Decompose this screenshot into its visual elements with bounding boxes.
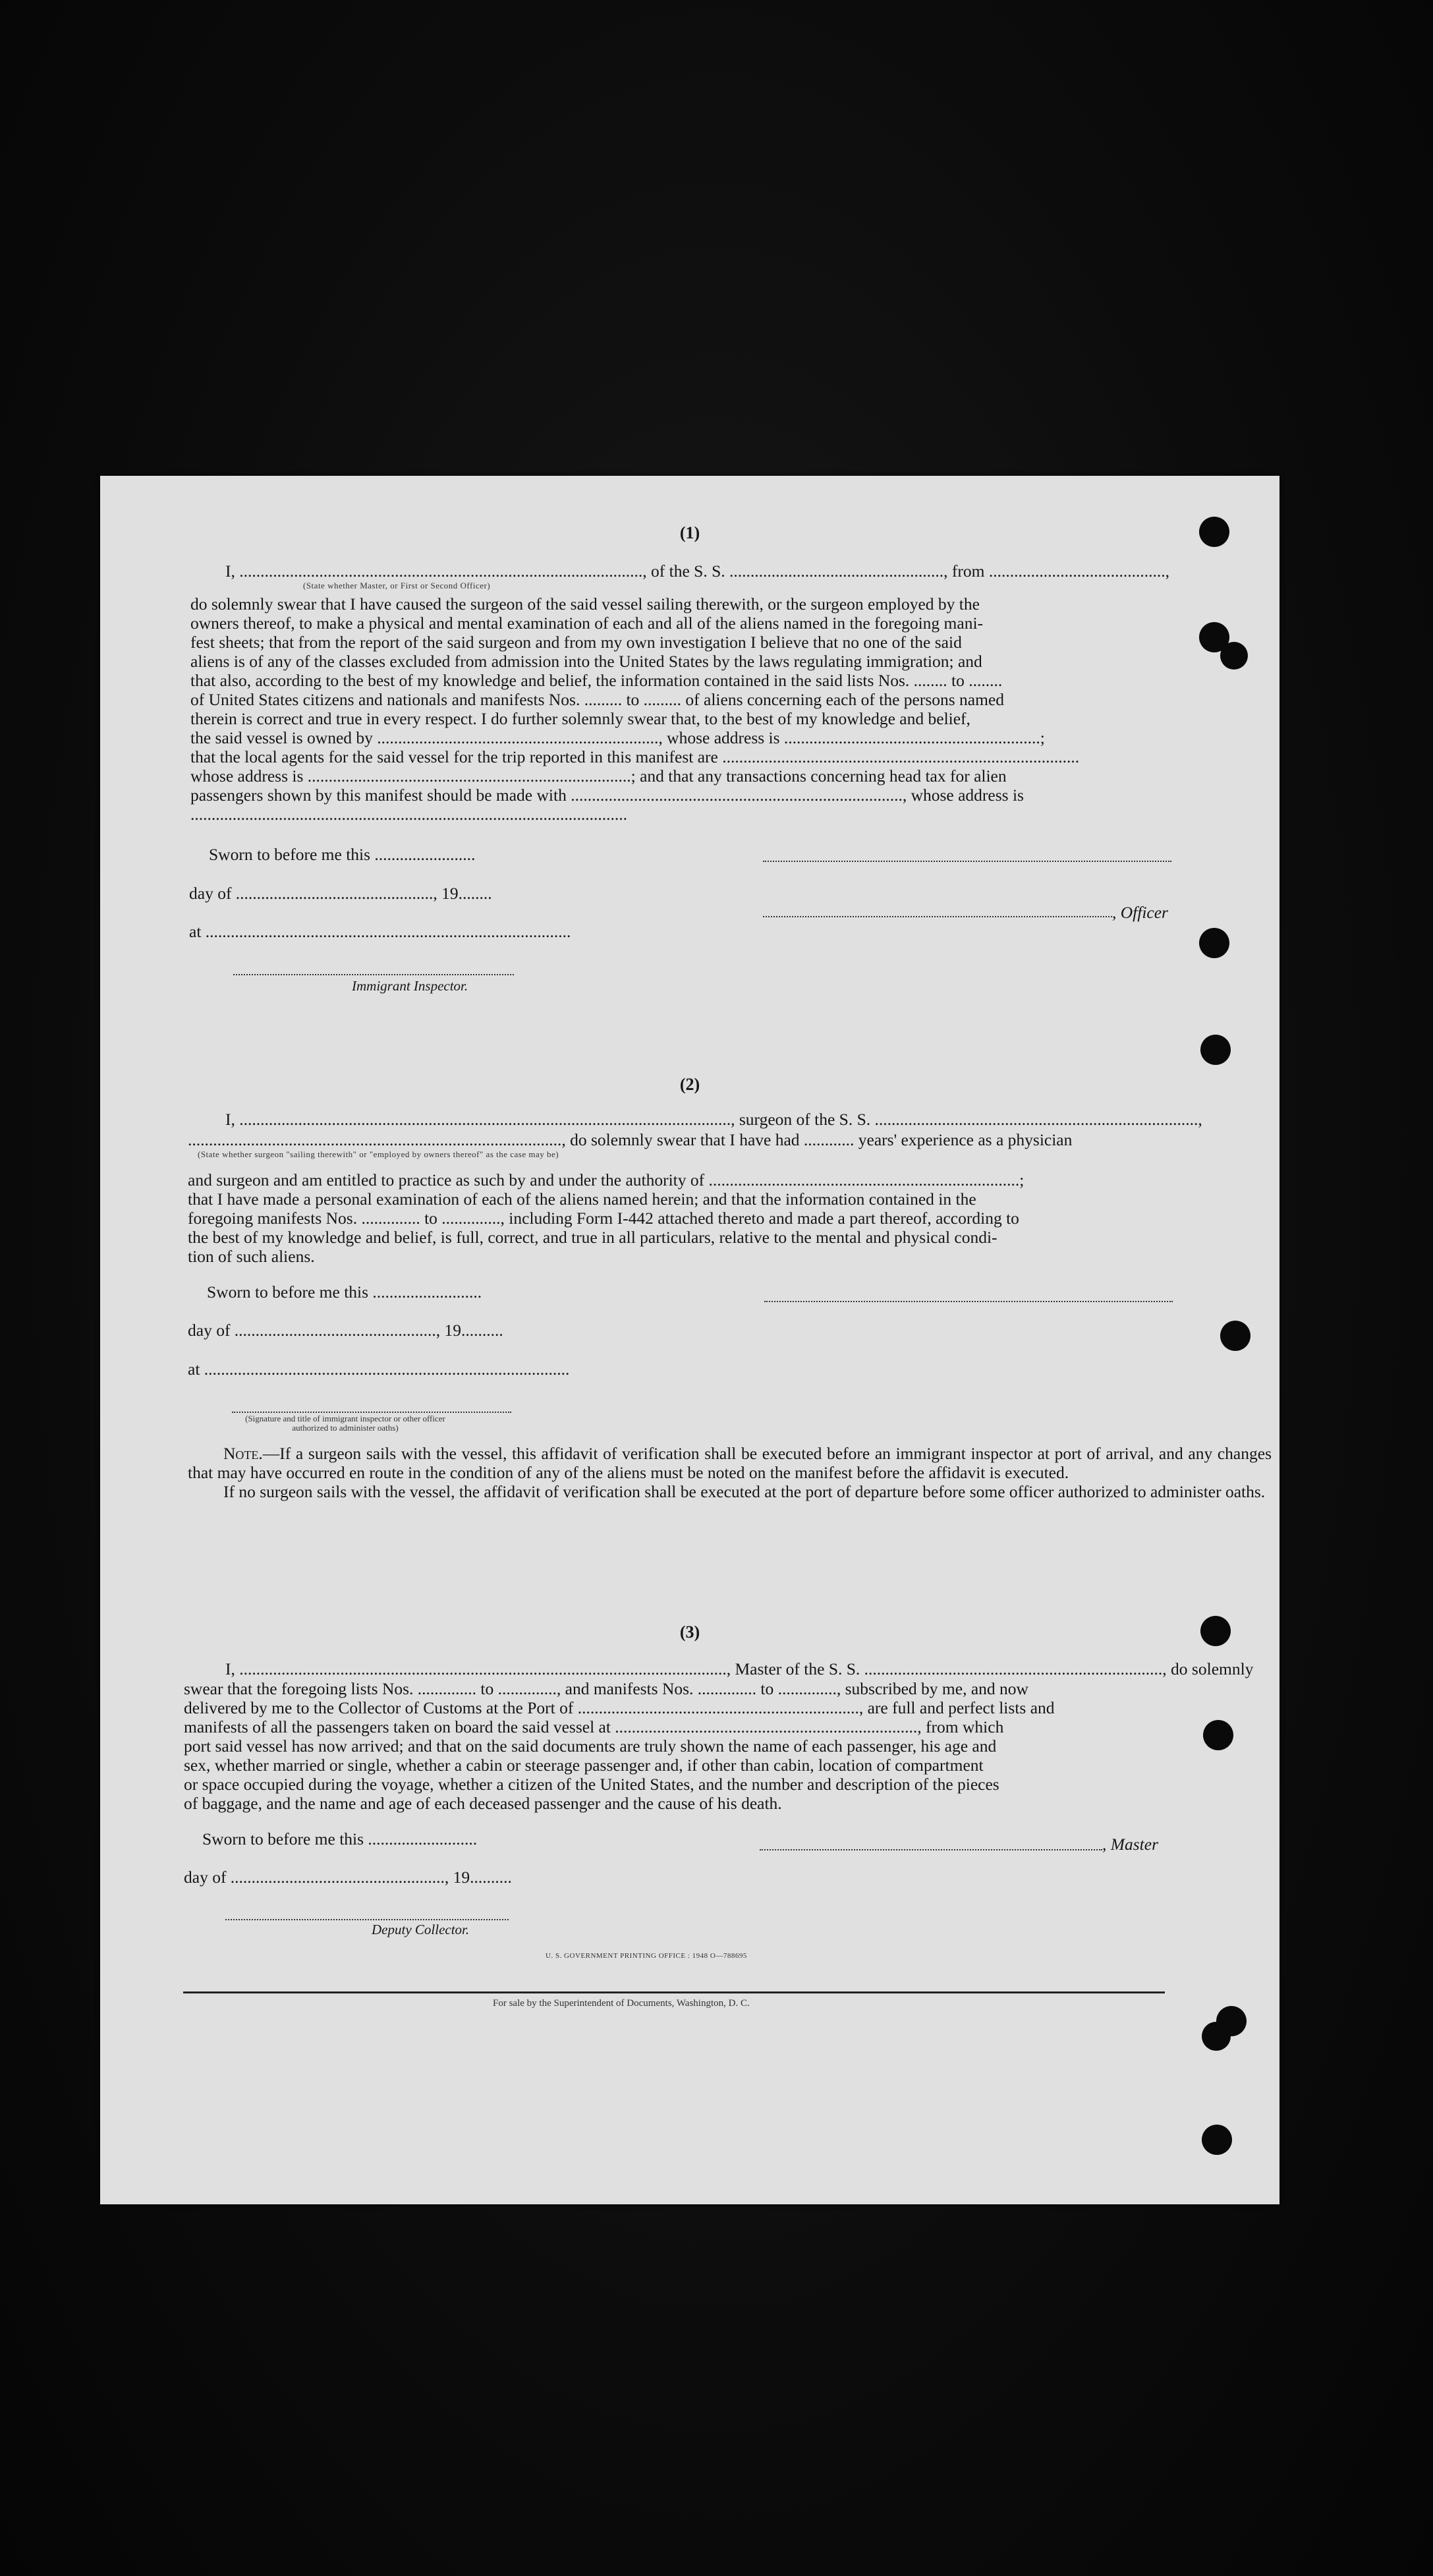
section-3-master: , Master xyxy=(1102,1835,1158,1854)
note-paragraph-2: If no surgeon sails with the vessel, the affidavit of verification shall be executed at the port of departure before some officer authorized to administer oaths. xyxy=(223,1482,1266,1501)
oath-line: delivered by me to the Collector of Customs at the Port of ..................................................................., are full and perfect lists and xyxy=(184,1698,1055,1717)
officer-signature-line xyxy=(763,916,1112,917)
section-2-line2: ........................................................................................., do solemnly swear that I have had ............ years' experience as a physician xyxy=(188,1130,1073,1149)
section-2-note xyxy=(188,1444,1272,1501)
section-3-collector: Deputy Collector. xyxy=(372,1922,470,1937)
note-label: Note. xyxy=(223,1444,263,1463)
oath-line: and surgeon and am entitled to practice as such by and under the authority of ..........................................................................; xyxy=(188,1170,1025,1189)
oath-line: ........................................................................................................ xyxy=(190,805,627,824)
section-1-caption: (State whether Master, or First or Second Officer) xyxy=(303,581,491,590)
punch-hole xyxy=(1200,1616,1231,1646)
oath-line: that the local agents for the said vessel for the trip reported in this manifest are ..................................................................................... xyxy=(190,747,1080,766)
oath-line: swear that the foregoing lists Nos. .............. to .............., and manifests Nos. .............. to .............., subscribed by me, and now xyxy=(184,1679,1028,1698)
manifest-affidavit-page xyxy=(100,476,1279,2204)
master-signature-line xyxy=(760,1849,1102,1850)
oath-line: the best of my knowledge and belief, is full, correct, and true in all particulars, relative to the mental and physical condi- xyxy=(188,1228,997,1247)
punch-hole xyxy=(1202,2125,1232,2155)
section-3-day: day of ..................................................., 19.......... xyxy=(184,1868,512,1887)
punch-hole xyxy=(1202,2022,1231,2051)
authorized-officer-signature-line xyxy=(232,1412,511,1413)
oath-line: therein is correct and true in every respect. I do further solemnly swear that, to the best of my knowledge and belief, xyxy=(190,709,970,728)
oath-line: passengers shown by this manifest should be made with ..............................................................................., whose address is xyxy=(190,786,1024,805)
section-2-at: at ....................................................................................... xyxy=(188,1360,570,1379)
oath-line: or space occupied during the voyage, whether a citizen of the United States, and the number and description of the pieces xyxy=(184,1775,999,1794)
oath-line: fest sheets; that from the report of the said surgeon and from my own investigation I believe that no one of the said xyxy=(190,633,962,652)
section-2-line1: I, ....................................................................................................................., surgeon of the S. S. ............................................................................., xyxy=(225,1110,1202,1129)
inspector-signature-line xyxy=(233,974,514,975)
footer-rule xyxy=(183,1991,1165,1993)
section-1-number: (1) xyxy=(679,523,700,542)
section-1-officer: , Officer xyxy=(1112,903,1168,922)
section-1-oath-paragraph xyxy=(190,594,1273,824)
section-2-caption: (State whether surgeon "sailing therewith" or "employed by owners thereof" as the case may be) xyxy=(198,1149,559,1159)
section-3-number: (3) xyxy=(679,1622,700,1642)
section-1-day: day of ..............................................., 19........ xyxy=(189,884,492,903)
oath-line: tion of such aliens. xyxy=(188,1247,315,1266)
note-paragraph xyxy=(188,1444,1272,1482)
oath-line: owners thereof, to make a physical and mental examination of each and all of the aliens named in the foregoing mani- xyxy=(190,614,984,633)
oath-line: foregoing manifests Nos. .............. to .............., including Form I-442 attached thereto and made a part thereof, according to xyxy=(188,1209,1019,1228)
collector-signature-line xyxy=(225,1919,509,1920)
section-2-signature-caption: (Signature and title of immigrant inspector or other officer authorized to administer oaths) xyxy=(245,1414,445,1433)
oath-line: that I have made a personal examination of each of the aliens named herein; and that the information contained in the xyxy=(188,1189,976,1209)
oath-line: of baggage, and the name and age of each deceased passenger and the cause of his death. xyxy=(184,1794,782,1813)
punch-hole xyxy=(1200,1035,1231,1065)
section-2-day: day of ................................................, 19.......... xyxy=(188,1321,503,1340)
section-1-at: at ....................................................................................... xyxy=(189,922,571,941)
oath-line: sex, whether married or single, whether a cabin or steerage passenger and, if other than cabin, location of compartment xyxy=(184,1756,984,1775)
oath-line: do solemnly swear that I have caused the surgeon of the said vessel sailing therewith, or the surgeon employed by the xyxy=(190,594,980,614)
punch-hole xyxy=(1199,928,1229,958)
punch-hole xyxy=(1220,1321,1250,1351)
sale-notice: For sale by the Superintendent of Documents, Washington, D. C. xyxy=(493,1998,750,2009)
oath-line: whose address is .............................................................................; and that any transactions concerning head tax for alien xyxy=(190,766,1007,786)
section-3-oath-paragraph xyxy=(184,1679,1270,1813)
punch-hole xyxy=(1199,517,1229,547)
note-text-1: —If a surgeon sails with the vessel, this affidavit of verification shall be executed before an immigrant inspector at port of arrival, and any changes that may have occurred en route in the condition of any of the aliens must be noted on the manifest before the affidavit is executed. xyxy=(188,1444,1272,1482)
surgeon-signature-line xyxy=(764,1301,1173,1302)
section-2-oath-paragraph xyxy=(188,1170,1272,1266)
oath-line: aliens is of any of the classes excluded from admission into the United States by the laws regulating immigration; and xyxy=(190,652,982,671)
section-3-sworn: Sworn to before me this .......................... xyxy=(202,1829,478,1848)
oath-line: of United States citizens and nationals and manifests Nos. ......... to ......... of aliens concerning each of the persons named xyxy=(190,690,1005,709)
officer-signature-line-top xyxy=(763,861,1171,862)
oath-line: that also, according to the best of my knowledge and belief, the information contained in the said lists Nos. ........ to ........ xyxy=(190,671,1003,690)
section-1-sworn: Sworn to before me this ........................ xyxy=(209,845,476,864)
section-1-line1: I, ................................................................................................, of the S. S. ..................................................., from .........................................., xyxy=(225,561,1169,581)
oath-line: the said vessel is owned by ..................................................................., whose address is .............................................................; xyxy=(190,728,1045,747)
section-2-number: (2) xyxy=(679,1075,700,1094)
oath-line: manifests of all the passengers taken on board the said vessel at ........................................................................, from which xyxy=(184,1717,1004,1736)
section-1-inspector: Immigrant Inspector. xyxy=(352,978,468,994)
section-2-sworn: Sworn to before me this .......................... xyxy=(207,1282,482,1302)
printing-office-imprint: U. S. GOVERNMENT PRINTING OFFICE : 1948 O—788695 xyxy=(546,1952,747,1960)
oath-line: port said vessel has now arrived; and that on the said documents are truly shown the name of each passenger, his age and xyxy=(184,1736,997,1756)
section-3-line1: I, ...................................................................................................................., Master of the S. S. ......................................................................., do solemnly xyxy=(225,1659,1254,1678)
